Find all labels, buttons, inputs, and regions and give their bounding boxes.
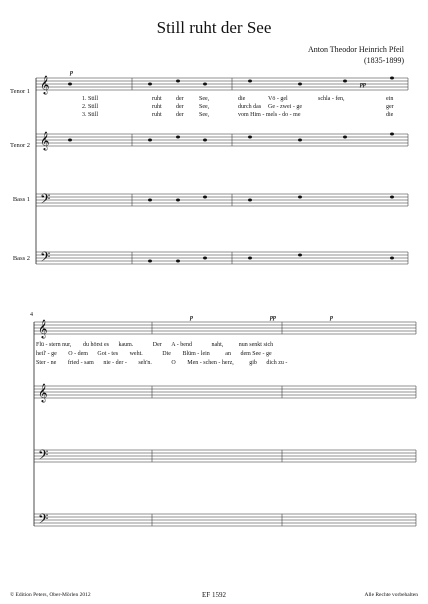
dynamic-pp: pp [270, 315, 276, 321]
verse-2: 2. Still [82, 104, 99, 110]
dynamic-p: p [70, 70, 73, 76]
composer-dates: (1835-1899) [364, 56, 404, 65]
measure-number: 4 [30, 312, 33, 318]
line-1: Flü - stern nur, du hörst es kaum. Der A - bend naht, nun senkt sich [36, 342, 274, 348]
line-2: heil' - ge O - dem Got - tes weht. Die Blüm - lein an dem See - ge [36, 351, 272, 357]
svg-text:𝄞: 𝄞 [38, 383, 48, 402]
verse-3: 3. Still [82, 112, 99, 118]
dynamic-p: p [330, 315, 333, 321]
copyright-text: © Edition Peters, Ober-Mörlen 2012 [10, 592, 91, 598]
line-3: Ster - ne fried - sam nie - der - seh'n. O Men - schen - herz, gib dich zu - [36, 360, 288, 366]
svg-text:𝄞: 𝄞 [40, 75, 50, 94]
edition-code: EF 1592 [202, 591, 226, 599]
rights-text: Alle Rechte vorbehalten [364, 592, 418, 598]
svg-text:𝄢: 𝄢 [40, 249, 51, 268]
composer-name: Anton Theodor Heinrich Pfeil [307, 45, 404, 54]
dynamic-p: p [190, 315, 193, 321]
part-label-bass-1: Bass 1 [12, 196, 30, 203]
svg-text:𝄞: 𝄞 [38, 319, 48, 338]
svg-text:𝄢: 𝄢 [40, 191, 51, 210]
part-label-tenor-1: Tenor 1 [10, 88, 30, 95]
sheet-music-page: Still ruht der See Anton Theodor Heinrich Pfeil (1835-1899) Tenor 1 Tenor 2 Bass 1 Bass 2 𝄞 𝄞 𝄢 𝄢 𝄞 𝄞 𝄢 𝄢 p pp p pp p 1. Still 2. Still 3. Still ruht der See, die Vö - gel schla - fen, ein ruht der See, durch das Ge - zwei - ge ger ruht der See, vom Him - mels - do - me die 4 Flü - stern nur, du hörst es kaum. Der A - bend naht, nun senkt sich heil' - ge O - dem Got - tes weht. Die Blüm - lein an dem See - ge Ster - ne fried - sam nie - der - seh'n. O Men - schen - herz, gib dich zu - © Edition Peters, Ober-Mörlen 2012 EF 1592 Alle Rechte vorbehalten [0, 0, 428, 604]
svg-text:𝄢: 𝄢 [38, 447, 49, 466]
svg-text:𝄢: 𝄢 [38, 511, 49, 530]
verse-1: 1. Still [82, 96, 99, 102]
svg-text:𝄞: 𝄞 [40, 131, 50, 150]
page-title: Still ruht der See [156, 18, 272, 37]
dynamic-pp: pp [360, 82, 366, 88]
part-label-bass-2: Bass 2 [12, 255, 30, 262]
part-label-tenor-2: Tenor 2 [10, 142, 30, 149]
